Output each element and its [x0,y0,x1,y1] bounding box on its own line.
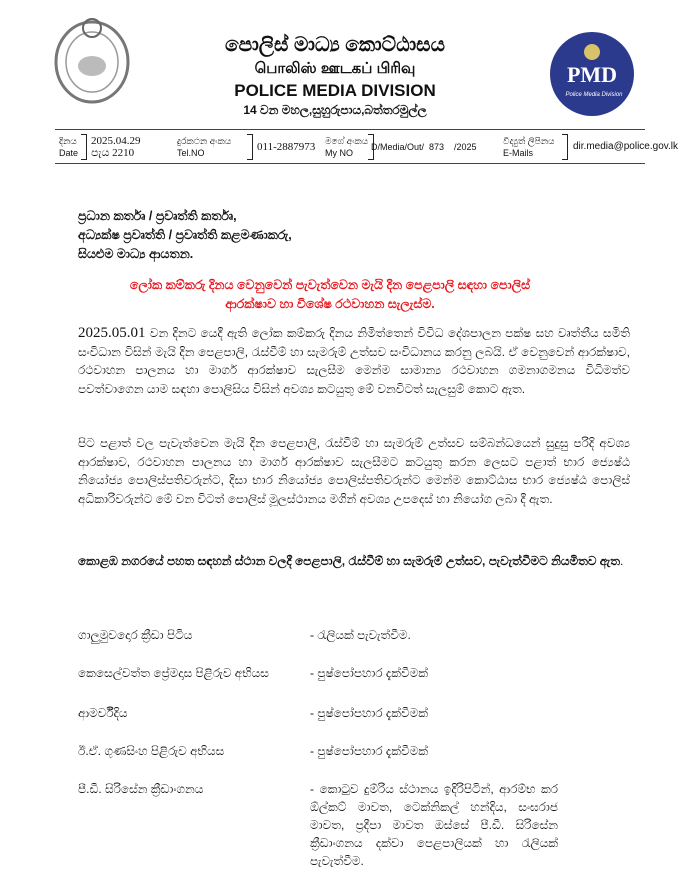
title-tamil: பொலிஸ் ஊடகப் பிரிவு [254,60,416,77]
paragraph-2: පිට පළාත් වල පැවැත්වෙන මැයි දින පෙළපාලි, රැස්වීම් හා සැමරුම් උත්සව සම්බන්ධයෙන් සුදුසු පරිදි අවශ්‍ය ආරක්ෂාව, රථවාහන පාලනය හා මාර්ග ආරක්ෂාව සැලසීමට කටයුතු කරන ලෙසට පළාත් භාර ජ්‍යෙෂ්ඨ නියෝජ්‍ය පොලිස්පතිවරුන්ට, දිසා භාර නියෝජ්‍ය පොලිස්පතිවරුන්ට මෙන්ම කොට්ඨාස භාර ජ්‍යෙෂ්ඨ පොලිස් අධිකාරිවරුන්ට මේ වන විටත් පොලිස් මූලස්ථානය මගින් අවශ්‍ය උපදෙස් හා නියෝග ලබා දී ඇත. [78,436,630,506]
title-line: ලෝක කම්කරු දිනය වෙනුවෙන් පැවැත්වෙන මැයි දින පෙළපාලි සඳහා පොලිස් [129,278,531,292]
location-name: කෙසෙල්වත්ත ප්‍රේමදාස පිළිරුව අභියස [78,666,269,680]
my-no-label-si: මගේ අංකය [325,136,369,146]
tel-value: 011-2887973 [257,141,316,153]
location-detail: - පුෂ්පෝපහාර දැක්වීමක් [310,666,428,680]
email-label: E-Mails [503,148,534,158]
title-sinhala: පොලිස් මාධ්‍ය කොට්ඨාසය [225,34,445,56]
paragraph-text: වන දිනට යෙදී ඇති ලෝක කම්කරු දිනය නිමිත්තෙන් විවිධ දේශපාලන පක්ෂ සහ වෘත්තීය සමිති සංවිධාන විසින් මැයි දින පෙළපාලි, රැස්වීම් හා සැමරුම් උත්සව සංවිධානය කරනු ලබයි. ඒ වෙනුවෙන් ආරක්ෂාව, රථවාහන පාලනය හා මාර්ග ආරක්ෂාව සැලසීම මෙන්ම සාමාන්‍ය රථවාහන ගමනාගමනය විධිමත්ව පවත්වාගෙන යාම සඳහා පොලිසිය විසින් අවශ්‍ය කටයුතු මේ වනවිටත් සැලසුම් කොට ඇත. [78,326,630,396]
pmd-logo-caption: Police Media Division [565,92,623,98]
location-detail: - පුෂ්පෝපහාර දැක්වීමක් [310,706,428,720]
my-no-value: D/Media/Out/ 873 /2025 [371,142,477,152]
email-value: dir.media@police.gov.lk [573,141,678,152]
pmd-logo [548,30,636,118]
paragraph-end: . [619,554,624,568]
time-value: පැය 2210 [91,147,135,159]
location-name: ආමර්වීදිය [78,706,128,720]
email-label-si: විද්‍යුත් ලිපිනය [503,136,555,146]
police-crest-logo [52,14,132,106]
location-name: ගාලුමුවදොර ක්‍රීඩා පිටිය [78,628,193,642]
recipients [78,207,292,264]
recipient: සියළුම මාධ්‍ය ආයතන. [78,247,194,261]
date-value: 2025.04.29 [91,135,141,147]
tel-label: Tel.NO [177,148,205,158]
recipient: අධ්‍යක්ෂ ප්‍රවෘත්ති / ප්‍රවෘත්ති කළමණාකරු, [78,228,292,242]
location-detail: - කොටුව දුම්රිය ස්ථානය ඉදිරිපිටින්, ආරම්භ කර ඕල්කට් මාවත, ටෙක්නිකල් හන්දිය, සංඝරාජ මාවත, ප්‍රදීපා මාවත ඔස්සේ පී.ඩී. සිරිසේන ක්‍රීඩාංගනය දක්වා පෙළපාලියක් හා රැලියක් පැවැත්වීම. [310,782,558,868]
paragraph-3 [78,552,630,571]
tel-label-si: දුරකථන අංකය [177,136,232,146]
location-name: ඊ.ඒ. ගුණසිංහ පිළිරුව අභියස [78,744,225,758]
date-label: Date [59,148,79,158]
paragraph-1 [78,324,630,398]
paragraph-text-bold: කොළඹ නගරයේ පහත සඳහන් ස්ථාන වලදී පෙළපාලි, රැස්වීම් හා සැමරුම් උත්සව, පැවැත්වීමට නියමිතව ඇත [78,554,620,568]
my-no-label: My NO [325,148,353,158]
release-title [80,276,580,314]
info-bar [55,129,678,164]
title-line: ආරක්ෂාව හා විශේෂ රථවාහන සැලැස්ම. [225,297,435,311]
location-detail: - පුෂ්පෝපහාර දැක්වීමක් [310,744,428,758]
event-date: 2025.05.01 [78,325,146,341]
location-detail: - රැලියක් පැවැත්වීම. [310,628,411,642]
recipient: ප්‍රධාන කර්තෘ / ප්‍රවෘත්ති කර්තෘ, [78,209,237,223]
date-label-si: දිනය [59,136,77,146]
location-name: පී.ඩී. සිරිසේන ක්‍රීඩාංගනය [78,782,204,796]
address: 14 වන මහල,සුහුරුපාය,බත්තරමුල්ල [243,103,427,117]
pmd-logo-text: PMD [566,62,618,87]
title-english: POLICE MEDIA DIVISION [234,81,436,100]
